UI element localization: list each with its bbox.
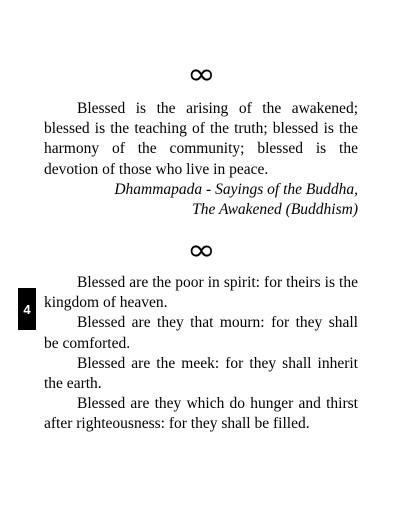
- beatitude-paragraph: Blessed are they which do hunger and thirst after righteousness: for they shall be filled.: [44, 395, 358, 433]
- beatitudes-quote: [44, 273, 358, 435]
- beatitude-paragraph: Blessed are the meek: for they shall inherit the earth.: [44, 354, 358, 393]
- attribution-line-2: The Awakened (Buddhism): [192, 201, 358, 219]
- infinity-ornament-icon: ∞: [187, 57, 216, 92]
- buddhist-quote: [44, 99, 358, 220]
- attribution-line-1: Dhammapada - Sayings of the Buddha,: [114, 180, 358, 198]
- page-number: 4: [23, 301, 31, 317]
- page-number-tab: [18, 288, 36, 330]
- quote-text: Blessed is the arising of the awakened; blessed is the teaching of the truth; blessed is the harmony of the community; blessed is the devotion of those who live in peace.: [44, 100, 358, 178]
- beatitude-paragraph: Blessed are the poor in spirit: for theirs is the kingdom of heaven.: [44, 274, 358, 312]
- infinity-ornament-icon: ∞: [187, 233, 216, 268]
- beatitude-paragraph: Blessed are they that mourn: for they shall be comforted.: [44, 314, 358, 352]
